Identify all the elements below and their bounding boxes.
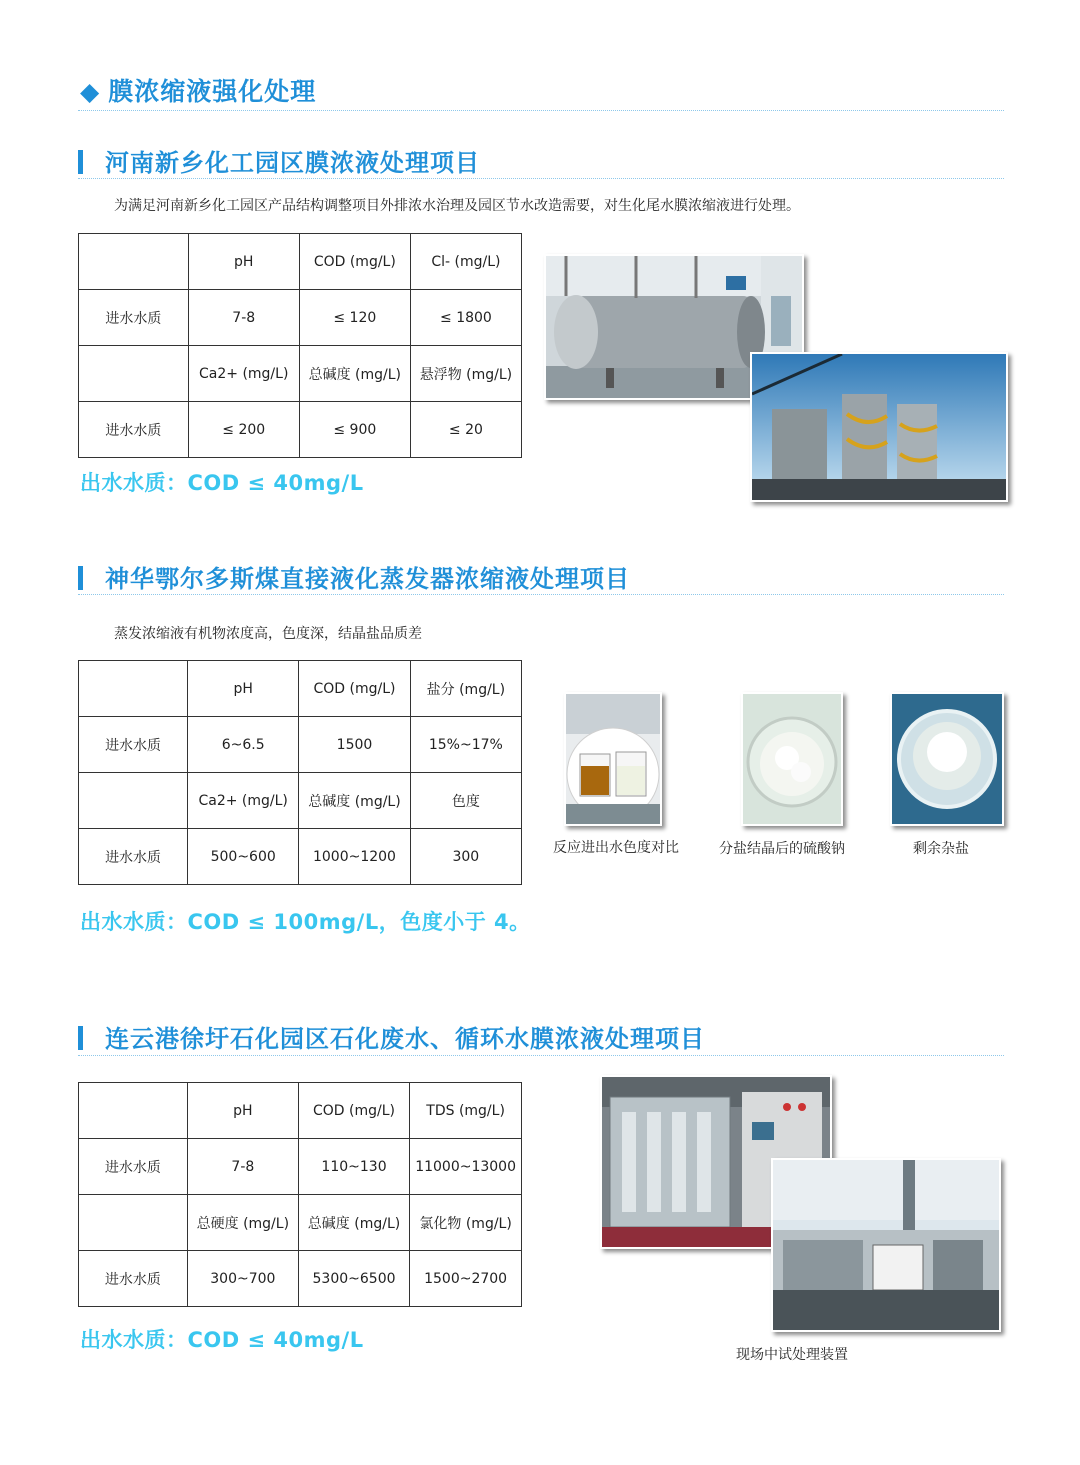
row-label: 进水水质 xyxy=(79,290,189,346)
table-header: 盐分 (mg/L) xyxy=(410,661,521,717)
table-cell: 1000~1200 xyxy=(299,829,410,885)
table-header: 悬浮物 (mg/L) xyxy=(410,346,521,402)
table-header: pH xyxy=(187,1083,298,1139)
caption-pilot-unit: 现场中试处理装置 xyxy=(736,1347,848,1363)
table-header: 氯化物 (mg/L) xyxy=(410,1195,522,1251)
table-cell: ≤ 20 xyxy=(410,402,521,458)
table-header: COD (mg/L) xyxy=(299,661,410,717)
table-cell: 5300~6500 xyxy=(298,1251,409,1307)
table-cell: ≤ 900 xyxy=(299,402,410,458)
caption-sodium-sulfate: 分盐结晶后的硫酸钠 xyxy=(719,841,845,857)
divider xyxy=(78,178,1004,179)
table-header: TDS (mg/L) xyxy=(410,1083,522,1139)
table-cell xyxy=(79,661,188,717)
table-cell: 6~6.5 xyxy=(188,717,299,773)
row-label: 进水水质 xyxy=(79,1251,188,1307)
table-header: 总碱度 (mg/L) xyxy=(299,773,410,829)
project-2-output-quality: 出水水质：COD ≤ 100mg/L，色度小于 4。 xyxy=(80,910,531,934)
project-3-title: 连云港徐圩石化园区石化废水、循环水膜浓液处理项目 xyxy=(78,1019,705,1054)
table-cell: ≤ 200 xyxy=(188,402,299,458)
caption-color-comparison: 反应进出水色度对比 xyxy=(553,840,679,856)
project-1-table xyxy=(78,233,522,458)
main-title xyxy=(80,72,316,108)
table-header: pH xyxy=(188,661,299,717)
project-3-table xyxy=(78,1082,522,1307)
row-label: 进水水质 xyxy=(79,402,189,458)
project-2-title: 神华鄂尔多斯煤直接液化蒸发器浓缩液处理项目 xyxy=(78,559,630,594)
table-cell xyxy=(79,1083,188,1139)
table-header: 总碱度 (mg/L) xyxy=(299,346,410,402)
residual-salt-photo xyxy=(890,692,1004,826)
table-cell: 11000~13000 xyxy=(410,1139,522,1195)
table-cell: 15%~17% xyxy=(410,717,521,773)
beakers-photo xyxy=(564,692,662,826)
project-3-output-quality: 出水水质：COD ≤ 40mg/L xyxy=(80,1328,364,1352)
caption-residual-salt: 剩余杂盐 xyxy=(913,841,969,857)
table-header: Cl- (mg/L) xyxy=(410,234,521,290)
table-cell: 110~130 xyxy=(298,1139,409,1195)
divider xyxy=(78,110,1004,111)
table-header: 总碱度 (mg/L) xyxy=(298,1195,409,1251)
towers-photo xyxy=(750,352,1008,502)
project-1-output-quality: 出水水质：COD ≤ 40mg/L xyxy=(80,471,364,495)
table-cell: 7-8 xyxy=(188,290,299,346)
table-cell: 300 xyxy=(410,829,521,885)
table-cell: 1500~2700 xyxy=(410,1251,522,1307)
table-header: 色度 xyxy=(410,773,521,829)
row-label: 进水水质 xyxy=(79,1139,188,1195)
project-1-description: 为满足河南新乡化工园区产品结构调整项目外排浓水治理及园区节水改造需要，对生化尾水膜浓缩液进行处理。 xyxy=(114,198,800,214)
table-header: COD (mg/L) xyxy=(299,234,410,290)
table-cell: ≤ 120 xyxy=(299,290,410,346)
table-cell: 500~600 xyxy=(188,829,299,885)
table-header: 总硬度 (mg/L) xyxy=(187,1195,298,1251)
section-bar-icon xyxy=(78,150,83,174)
table-cell: ≤ 1800 xyxy=(410,290,521,346)
divider xyxy=(78,594,1004,595)
table-header: pH xyxy=(188,234,299,290)
equipment-outdoor-photo xyxy=(771,1158,1001,1332)
table-header: Ca2+ (mg/L) xyxy=(188,773,299,829)
table-cell: 300~700 xyxy=(187,1251,298,1307)
project-2-description: 蒸发浓缩液有机物浓度高，色度深，结晶盐品质差 xyxy=(114,626,422,642)
table-cell xyxy=(79,1195,188,1251)
project-2-table xyxy=(78,660,522,885)
section-bar-icon xyxy=(78,1026,83,1050)
table-header: COD (mg/L) xyxy=(298,1083,409,1139)
table-cell: 1500 xyxy=(299,717,410,773)
table-cell xyxy=(79,346,189,402)
row-label: 进水水质 xyxy=(79,829,188,885)
table-cell xyxy=(79,234,189,290)
row-label: 进水水质 xyxy=(79,717,188,773)
diamond-icon: ◆ xyxy=(80,77,101,106)
divider xyxy=(78,1055,1004,1056)
section-bar-icon xyxy=(78,566,83,590)
table-cell: 7-8 xyxy=(187,1139,298,1195)
table-cell xyxy=(79,773,188,829)
main-title-text: 膜浓缩液强化处理 xyxy=(108,77,317,106)
crystals-photo xyxy=(741,692,843,826)
project-1-title: 河南新乡化工园区膜浓液处理项目 xyxy=(78,143,480,178)
table-header: Ca2+ (mg/L) xyxy=(188,346,299,402)
